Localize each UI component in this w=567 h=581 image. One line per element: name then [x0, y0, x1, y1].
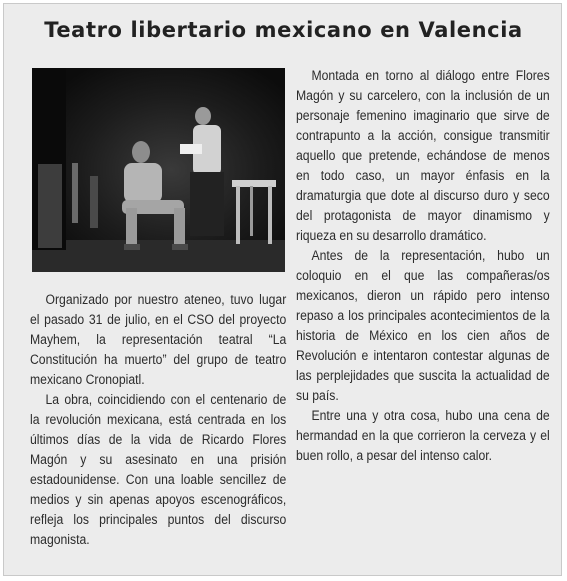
stage-performance-photo — [32, 68, 285, 272]
paragraph: Organizado por nuestro ateneo, tuvo lugar el pasado 31 de julio, en el CSO del proyecto Mayhem, la representación teatral “La Constitución ha muerto” del grupo de teatro mexicano Cronopiatl. — [30, 292, 287, 388]
article-title: Teatro libertario mexicano en Valencia — [44, 18, 523, 42]
paragraph: Entre una y otra cosa, hubo una cena de hermandad en la que corrieron la cerveza y el buen rollo, a pesar del intenso calor. — [296, 408, 550, 464]
article-column-left — [30, 290, 286, 550]
paragraph: Montada en torno al diálogo entre Flores Magón y su carcelero, con la inclusión de un personaje femenino imaginario que sirve de contrapunto a la acción, consigue transmitir aquello que pretende, echándose de menos en todo caso, un mayor énfasis en la dramaturgia que dote al discurso duro y seco del protagonista de mayor dinamismo y riqueza en su desarrollo dramático. — [296, 68, 550, 244]
paragraph: La obra, coincidiendo con el centenario de la revolución mexicana, está centrada en los últimos días de la vida de Ricardo Flores Magón y su asesinato en una prisión estadounidense. Con una loable sencillez de medios y sin apenas apoyos escenográficos, refleja los principales puntos del discurso magonista. — [30, 392, 287, 548]
paragraph: Antes de la representación, hubo un coloquio en el que las compañeras/os mexicanos, dieron un rápido pero intenso repaso a los principales acontecimientos de la historia de México en los cien años de Revolución e intentaron contestar algunas de las perplejidades que suscita la actualidad de su país. — [296, 248, 550, 404]
article-column-right — [296, 66, 550, 466]
